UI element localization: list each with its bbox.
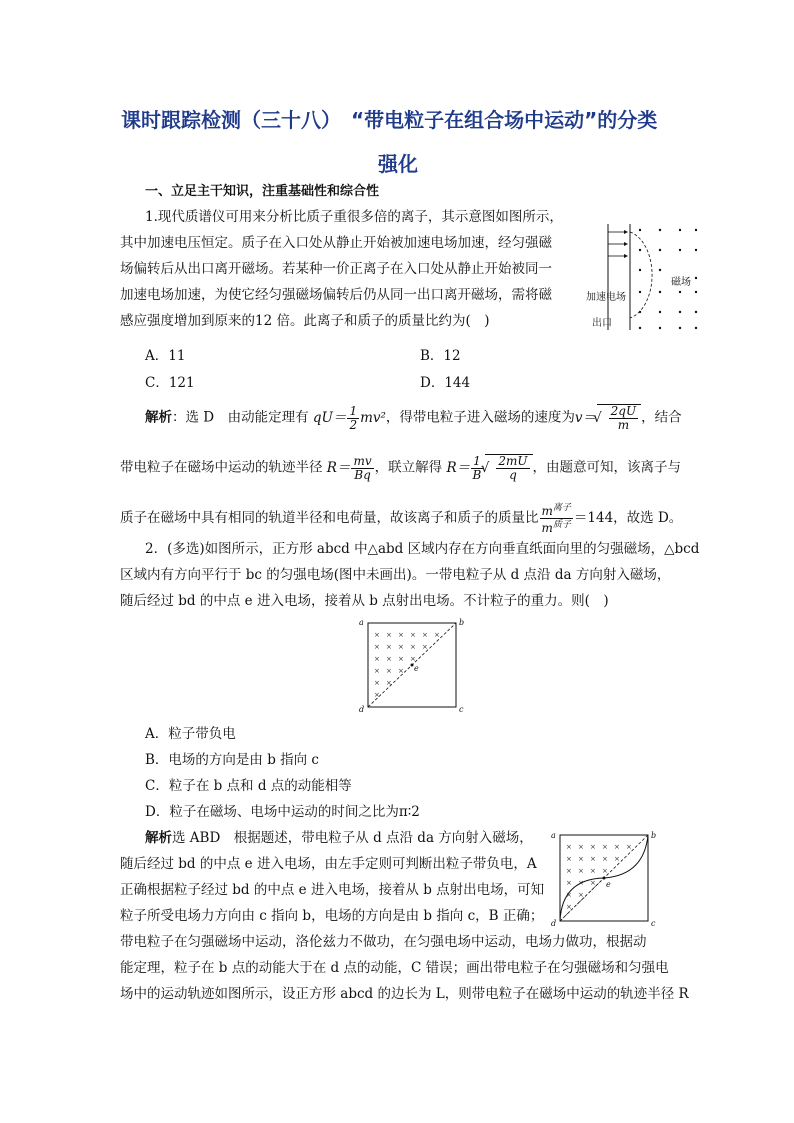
- svg-text:×: ×: [578, 843, 584, 851]
- svg-text:×: ×: [410, 631, 416, 639]
- sol2-line: 能定理，粒子在 b 点的动能大于在 d 点的动能，C 错误；画出带电粒子在匀强磁场和匀强电: [120, 960, 669, 976]
- svg-text:×: ×: [386, 655, 392, 663]
- q1-option-a: A．11: [145, 348, 186, 364]
- svg-text:×: ×: [386, 643, 392, 651]
- section-heading: 一、立足主干知识，注重基础性和综合性: [145, 184, 380, 199]
- svg-text:×: ×: [578, 855, 584, 863]
- svg-text:×: ×: [614, 843, 620, 851]
- page-title-continued: 强化: [378, 152, 418, 176]
- q2-option-d: D．粒子在磁场、电场中运动的时间之比为π∶2: [145, 804, 420, 820]
- label-b: b: [651, 831, 657, 840]
- q1-option-c: C．121: [145, 375, 195, 391]
- q2-option-a: A．粒子带负电: [145, 726, 236, 742]
- svg-text:×: ×: [602, 855, 608, 863]
- svg-text:×: ×: [566, 843, 572, 851]
- sol1-line: [120, 502, 682, 535]
- sol1-text: ，联立解得: [374, 459, 447, 476]
- svg-text:×: ×: [590, 879, 596, 887]
- mass-spectrometer-figure: [580, 222, 702, 334]
- svg-text:×: ×: [566, 903, 572, 911]
- square-field-diagram: [356, 615, 468, 715]
- svg-text:×: ×: [422, 643, 428, 651]
- svg-text:×: ×: [374, 643, 380, 651]
- label-e: e: [606, 880, 611, 889]
- sol1-line: [120, 454, 681, 482]
- svg-text:×: ×: [590, 843, 596, 851]
- q1-line: 1.现代质谱仪可用来分析比质子重很多倍的离子，其示意图如图所示，: [145, 209, 563, 225]
- svg-text:×: ×: [614, 855, 620, 863]
- svg-text:×: ×: [374, 679, 380, 687]
- q2-option-b: B．电场的方向是由 b 指向 c: [145, 752, 319, 768]
- svg-text:×: ×: [578, 891, 584, 899]
- q2-line: 2．(多选)如图所示，正方形 abcd 中△abd 区域内存在方向垂直纸面向里的匀强磁场，△bcd: [145, 541, 700, 557]
- svg-text:×: ×: [386, 667, 392, 675]
- q1-line: 感应强度增加到原来的12 倍。此离子和质子的质量比约为( ): [120, 313, 490, 329]
- svg-text:×: ×: [590, 855, 596, 863]
- formula-energy: qU＝ $\frac{1}{2}$ mv²: [312, 403, 386, 432]
- svg-text:×: ×: [410, 655, 416, 663]
- svg-text:×: ×: [386, 631, 392, 639]
- sol2-line: 随后经过 bd 的中点 e 进入电场，由左手定则可判断出粒子带负电，A: [120, 856, 537, 872]
- label-c: c: [459, 705, 464, 714]
- sol2-line: 带电粒子在匀强磁场中运动，洛伦兹力不做功，在匀强电场中运动，电场力做功，根据动: [120, 934, 647, 950]
- svg-text:×: ×: [410, 643, 416, 651]
- svg-text:×: ×: [374, 691, 380, 699]
- svg-text:×: ×: [374, 667, 380, 675]
- formula-radius: R＝ $\frac{mv}{Bq}$: [326, 453, 372, 482]
- square-field-figure: [356, 615, 468, 715]
- accel-field-label: 加速电场: [586, 292, 626, 303]
- q2-line: 区域内有方向平行于 bc 的匀强电场(图中未画出)。一带电粒子从 d 点沿 da 方向射入磁场，: [120, 567, 671, 583]
- svg-text:×: ×: [626, 843, 632, 851]
- formula-radius-solved: R＝ $\frac{1}{B}$ √ $\frac{2mU}{q}$: [446, 460, 532, 476]
- sol2-line: 粒子所受电场力方向由 c 指向 b，电场的方向是由 b 指向 c，B 正确；: [120, 908, 544, 924]
- q1-option-d: D．144: [420, 375, 471, 391]
- svg-text:×: ×: [398, 643, 404, 651]
- svg-text:×: ×: [590, 867, 596, 875]
- sol1-text: ：选 D 由动能定理有: [172, 409, 313, 426]
- svg-text:×: ×: [374, 655, 380, 663]
- label-b: b: [459, 618, 465, 627]
- label-a: a: [359, 618, 364, 627]
- sol1-text: ＝144，故选 D。: [573, 510, 683, 526]
- label-c: c: [651, 919, 656, 928]
- magnetic-field-label: 磁场: [671, 273, 691, 288]
- exit-label: 出口: [592, 318, 612, 329]
- sol1-text: 带电粒子在磁场中运动的轨迹半径: [120, 459, 327, 476]
- q2-line: 随后经过 bd 的中点 e 进入电场，接着从 b 点射出电场。不计粒子的重力。则( ): [120, 593, 609, 609]
- solution-label: 解析: [145, 409, 172, 426]
- svg-text:×: ×: [398, 667, 404, 675]
- svg-text:×: ×: [566, 891, 572, 899]
- q2-option-c: C．粒子在 b 点和 d 点的动能相等: [145, 778, 352, 794]
- sol1-text: ，由题意可知，该离子与: [532, 459, 681, 476]
- q1-line: 场偏转后从出口离开磁场。若某种一价正离子在入口处从静止开始被同一: [120, 261, 552, 277]
- formula-velocity: v＝ √ $\frac{2qU}{m}$: [575, 410, 641, 426]
- label-d: d: [551, 919, 557, 928]
- svg-text:×: ×: [386, 679, 392, 687]
- svg-text:×: ×: [398, 631, 404, 639]
- svg-text:×: ×: [566, 879, 572, 887]
- trajectory-figure: [548, 829, 660, 929]
- q1-option-b: B．12: [420, 348, 461, 364]
- svg-text:×: ×: [578, 879, 584, 887]
- svg-text:×: ×: [374, 631, 380, 639]
- sol1-text: 质子在磁场中具有相同的轨道半径和电荷量，故该离子和质子的质量比: [120, 510, 539, 526]
- q1-line: 其中加速电压恒定。质子在入口处从静止开始被加速电场加速，经匀强磁: [120, 235, 552, 251]
- label-d: d: [359, 705, 365, 714]
- trajectory-diagram: [548, 829, 660, 929]
- svg-text:×: ×: [602, 843, 608, 851]
- svg-text:×: ×: [566, 867, 572, 875]
- sol1-text: ，结合: [641, 409, 682, 426]
- formula-mass-ratio: $\frac{m^{离子}}{m^{质子}}$: [541, 503, 571, 535]
- label-a: a: [551, 831, 556, 840]
- svg-text:×: ×: [578, 867, 584, 875]
- label-e: e: [414, 664, 419, 673]
- svg-text:×: ×: [602, 867, 608, 875]
- svg-text:×: ×: [566, 855, 572, 863]
- page-title: 课时跟踪检测（三十八） “带电粒子在组合场中运动”的分类: [121, 108, 658, 132]
- svg-text:×: ×: [434, 631, 440, 639]
- sol2-text: 选 ABD 根据题述，带电粒子从 d 点沿 da 方向射入磁场，: [172, 830, 533, 846]
- sol1-text: ，得带电粒子进入磁场的速度为: [385, 409, 575, 426]
- q1-line: 加速电场加速，为使它经匀强磁场偏转后仍从同一出口离开磁场，需将磁: [120, 287, 552, 303]
- svg-text:×: ×: [398, 655, 404, 663]
- sol2-line: [145, 828, 533, 848]
- sol2-line: 场中的运动轨迹如图所示，设正方形 abcd 的边长为 L，则带电粒子在磁场中运动的轨迹半径 R: [120, 986, 689, 1002]
- solution-label: 解析: [145, 830, 172, 846]
- sol1-line: [145, 404, 682, 432]
- sol2-line: 正确根据粒子经过 bd 的中点 e 进入电场，接着从 b 点射出电场，可知: [120, 882, 545, 898]
- svg-text:×: ×: [422, 631, 428, 639]
